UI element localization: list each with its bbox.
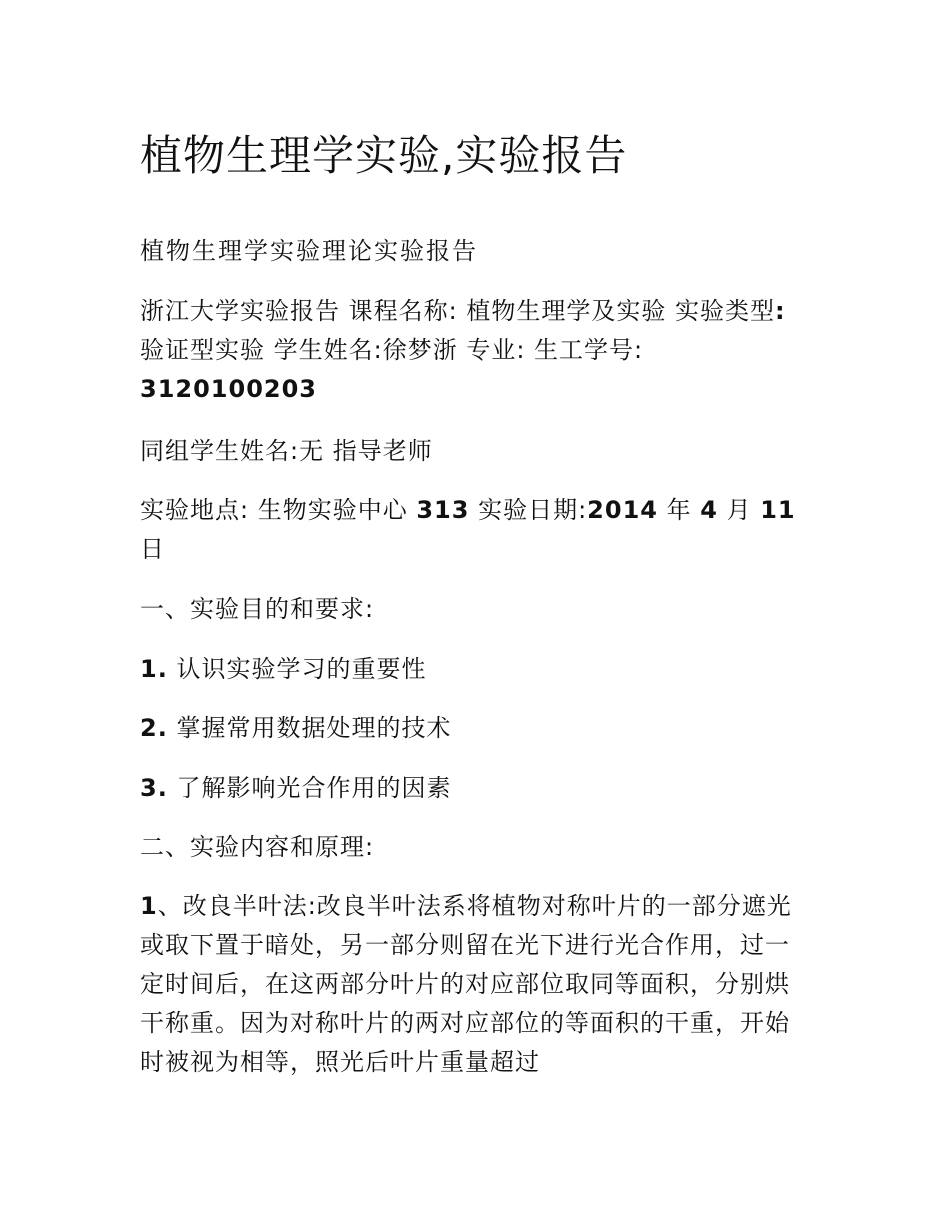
- paragraph-number: 1: [140, 892, 158, 920]
- date-month: 4: [700, 496, 718, 524]
- date-month-unit: 月: [717, 496, 761, 524]
- list-item-number: 2.: [140, 714, 168, 742]
- list-item-number: 1.: [140, 655, 168, 683]
- section1-heading: 一、实验目的和要求:: [140, 595, 375, 623]
- date-year-unit: 年: [657, 496, 701, 524]
- report-header-info: [140, 292, 810, 409]
- header-part2: 验证型实验 学生姓名:徐梦浙 专业: 生工学号:: [140, 336, 644, 364]
- document-title: 植物生理学实验,实验报告: [140, 131, 628, 180]
- paragraph-text: 、改良半叶法:改良半叶法系将植物对称叶片的一部分遮光或取下置于暗处，另一部分则留在光下进行光合作用，过一定时间后，在这两部分叶片的对应部位取同等面积，分别烘干称重。因为对称叶片的两对应部位的等面积的干重，开始时被视为相等，照光后叶片重量超过: [140, 892, 792, 1076]
- location-prefix: 实验地点: 生物实验中心: [140, 496, 417, 524]
- list-item-number: 3.: [140, 774, 168, 802]
- section2-heading: 二、实验内容和原理:: [140, 833, 375, 861]
- list-item: [140, 709, 810, 748]
- student-id: 3120100203: [140, 375, 317, 403]
- date-day: 11: [760, 496, 796, 524]
- header-part1: 浙江大学实验报告 课程名称: 植物生理学及实验 实验类型: [140, 297, 775, 325]
- section2-paragraph: [140, 887, 810, 1082]
- location-room: 313: [416, 496, 470, 524]
- list-item-text: 认识实验学习的重要性: [167, 655, 427, 683]
- date-label: 实验日期:: [469, 496, 588, 524]
- date-day-unit: 日: [140, 535, 165, 563]
- document-subtitle: 植物生理学实验理论实验报告: [140, 237, 478, 265]
- list-item: [140, 650, 810, 689]
- group-members-line: 同组学生姓名:无 指导老师: [140, 437, 433, 465]
- date-year: 2014: [587, 496, 658, 524]
- list-item-text: 了解影响光合作用的因素: [167, 774, 452, 802]
- list-item-text: 掌握常用数据处理的技术: [167, 714, 452, 742]
- location-date-line: [140, 491, 810, 569]
- list-item: [140, 769, 810, 808]
- header-colon: :: [774, 297, 786, 325]
